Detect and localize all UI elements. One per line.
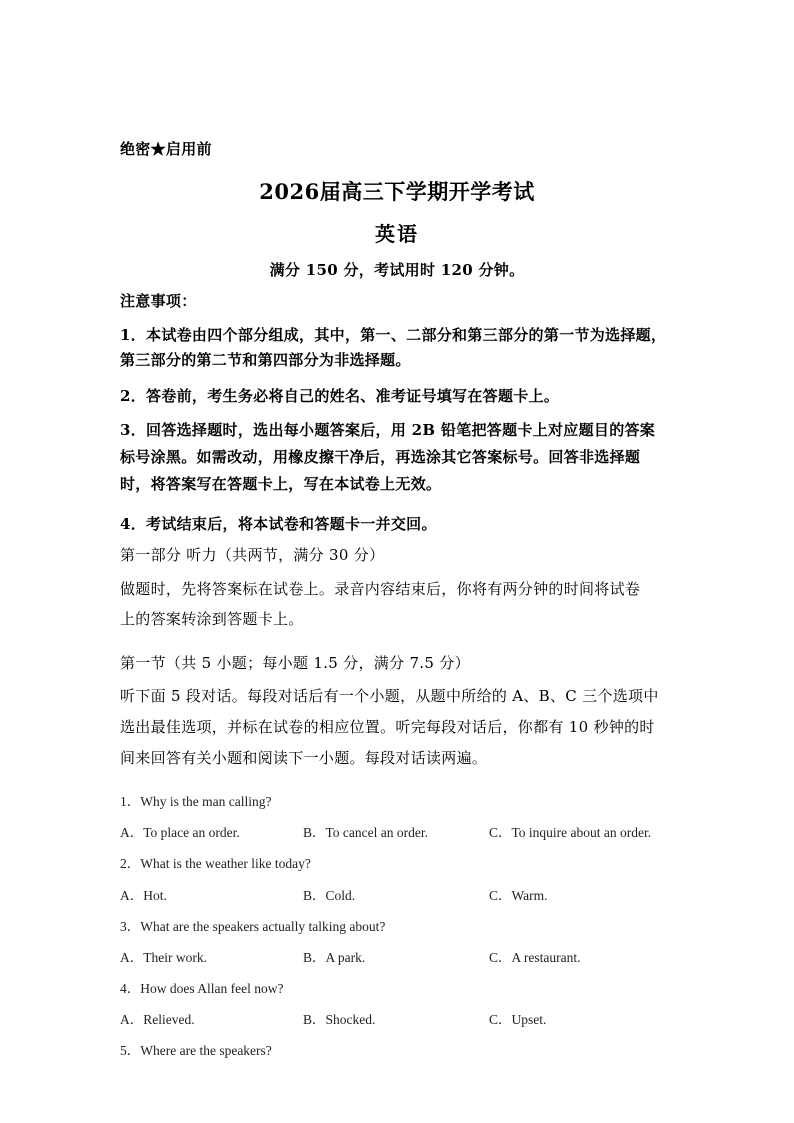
section-1-intro-line-3: 间来回答有关小题和阅读下一小题。每段对话读两遍。 — [120, 749, 488, 767]
exam-title: 2026届高三下学期开学考试 — [259, 179, 535, 204]
section-1-intro-line-1: 听下面 5 段对话。每段对话后有一个小题，从题中所给的 A、B、C 三个选项中 — [120, 687, 659, 705]
question-1-option-a: A．To place an order. — [120, 825, 240, 840]
question-3-option-c: C．A restaurant. — [489, 950, 581, 965]
section-1-intro-line-2: 选出最佳选项，并标在试卷的相应位置。听完每段对话后，你都有 10 秒钟的时 — [120, 718, 655, 736]
question-1-stem: 1．Why is the man calling? — [120, 794, 272, 809]
note-2: 2．答卷前，考生务必将自己的姓名、准考证号填写在答题卡上。 — [120, 387, 560, 405]
question-3-option-a: A．Their work. — [120, 950, 207, 965]
question-3-option-b: B．A park. — [303, 950, 366, 965]
question-1-option-b: B．To cancel an order. — [303, 825, 429, 840]
question-4-option-b: B．Shocked. — [303, 1012, 376, 1027]
question-5-stem: 5．Where are the speakers? — [120, 1043, 272, 1058]
question-4-option-c: C．Upset. — [489, 1012, 547, 1027]
note-3-line-3: 时，将答案写在答题卡上，写在本试卷上无效。 — [120, 475, 442, 493]
question-2-stem: 2．What is the weather like today? — [120, 856, 311, 871]
note-1-line-1: 1．本试卷由四个部分组成，其中，第一、二部分和第三部分的第一节为选择题， — [120, 326, 667, 344]
subject-title: 英语 — [375, 222, 419, 246]
part-1-heading: 第一部分 听力（共两节，满分 30 分） — [120, 546, 385, 564]
question-3-stem: 3．What are the speakers actually talking about? — [120, 919, 386, 934]
note-3-line-2: 标号涂黑。如需改动，用橡皮擦干净后，再选涂其它答案标号。回答非选择题 — [120, 448, 641, 466]
note-1-line-2: 第三部分的第二节和第四部分为非选择题。 — [120, 351, 411, 369]
score-time: 满分 150 分，考试用时 120 分钟。 — [269, 261, 525, 279]
part-1-intro-line-1: 做题时，先将答案标在试卷上。录音内容结束后，你将有两分钟的时间将试卷 — [120, 580, 641, 598]
section-1-heading: 第一节（共 5 小题；每小题 1.5 分，满分 7.5 分） — [120, 654, 470, 672]
secret-mark: 绝密★启用前 — [120, 140, 212, 158]
note-3-line-1: 3．回答选择题时，选出每小题答案后，用 2B 铅笔把答题卡上对应题目的答案 — [120, 421, 656, 439]
question-2-option-b: B．Cold. — [303, 888, 356, 903]
question-4-option-a: A．Relieved. — [120, 1012, 195, 1027]
question-2-option-a: A．Hot. — [120, 888, 167, 903]
question-2-option-c: C．Warm. — [489, 888, 548, 903]
question-1-option-c: C．To inquire about an order. — [489, 825, 652, 840]
note-4: 4．考试结束后，将本试卷和答题卡一并交回。 — [120, 515, 437, 533]
notes-heading: 注意事项： — [120, 292, 197, 310]
question-4-stem: 4．How does Allan feel now? — [120, 981, 284, 996]
part-1-intro-line-2: 上的答案转涂到答题卡上。 — [120, 610, 304, 628]
